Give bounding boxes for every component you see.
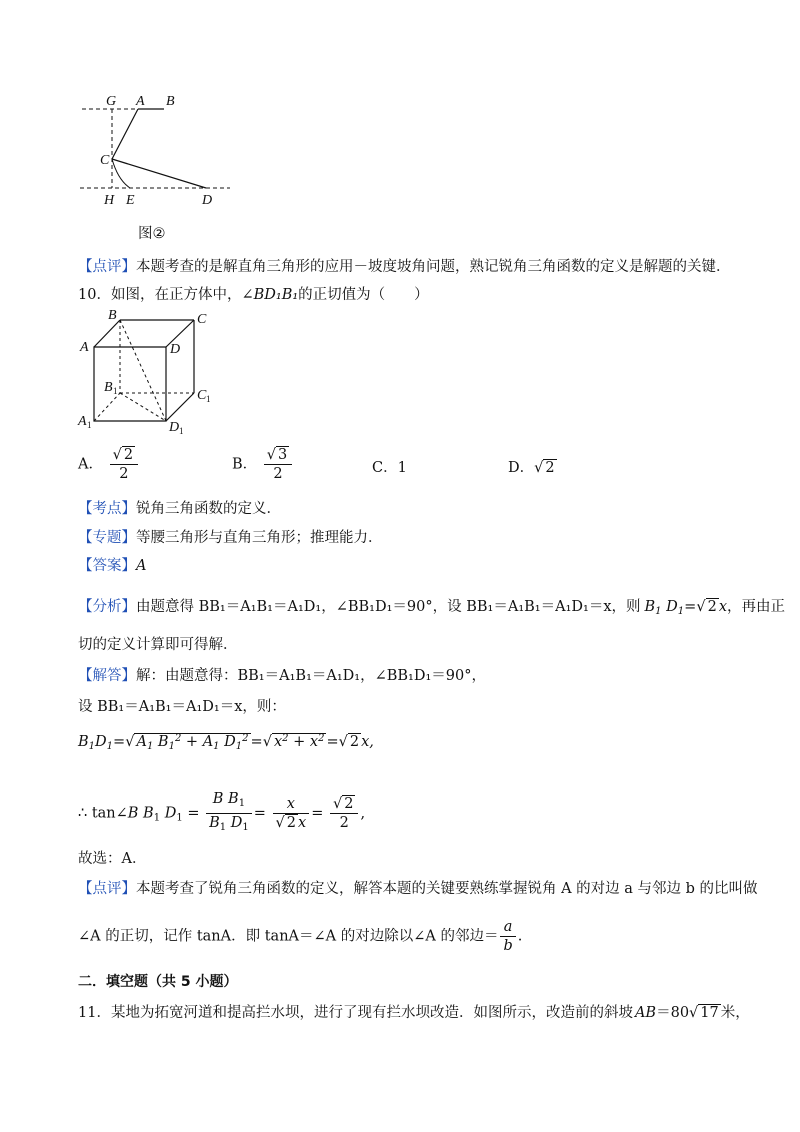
fig2-label-b: B: [166, 94, 175, 109]
comment-1-tag: 【点评】: [78, 259, 136, 275]
question-10: [78, 283, 429, 304]
fig2-label-d: D: [202, 193, 213, 208]
cube-label-c1: C: [197, 388, 207, 403]
jieda-line1-text: 解：由题意得：BB₁＝A₁B₁＝A₁D₁，∠BB₁D₁＝90°，: [136, 668, 487, 684]
cube-label-d1-sub: 1: [179, 426, 184, 435]
cube-label-c1-sub: 1: [206, 394, 211, 404]
option-c-value: 1: [397, 460, 407, 476]
jieda-line-2: 设 BB₁＝A₁B₁＝A₁D₁＝x，则：: [78, 699, 286, 715]
daan-tag: 【答案】: [78, 558, 136, 574]
kaodian-tag: 【考点】: [78, 501, 136, 517]
fenxi-line1-text: 由题意得 BB₁＝A₁B₁＝A₁D₁，∠BB₁D₁＝90°，设 BB₁＝A₁B₁＝A₁D₁＝x，则: [136, 599, 641, 615]
zhuanti: [78, 526, 383, 547]
jieda-equation-1: $B_1D_1=√$ $A_1$ $B_1^2 + A_1$ $D_1^2$ =√ $x^2 + x^2$ =√ 2 x,: [78, 733, 374, 752]
q10-angle: ∠BD₁B₁: [241, 287, 299, 303]
option-c-label: C．: [372, 460, 398, 476]
question-11: 11．某地为拓宽河道和提高拦水坝，进行了现有拦水坝改造．如图所示，改造前的斜坡 AB＝80√ 17 米，: [78, 1005, 750, 1021]
fig2-label-e: E: [126, 193, 135, 208]
cube-label-a1: A: [78, 414, 87, 429]
jieda-tag: 【解答】: [78, 668, 136, 684]
fig2-label-g: G: [106, 94, 117, 109]
daan: [78, 554, 146, 575]
comment-2-line1-text: 本题考查了锐角三角函数的定义，解答本题的关键要熟练掌握锐角 A 的对边 a 与邻边 b 的比叫做: [136, 881, 758, 897]
section-2-title: 二．填空题（共 5 小题）: [78, 974, 238, 990]
cube-label-b1-sub: 1: [113, 386, 118, 396]
q10-text-pre: 如图，在正方体中，: [110, 287, 242, 303]
q10-text-post: 的正切值为（ ）: [298, 287, 429, 303]
fenxi-line1-end: ，再由正: [727, 599, 785, 615]
jieda-line-1: [78, 664, 486, 685]
q11-end: 米，: [720, 1005, 750, 1021]
cube-label-a: A: [80, 340, 89, 355]
option-b[interactable]: B． $\frac{√ 3}{2}$: [232, 446, 294, 483]
fenxi-tag: 【分析】: [78, 599, 136, 615]
option-b-label: B．: [232, 456, 258, 473]
cube-diagram: [70, 305, 230, 435]
daan-text: A: [136, 558, 147, 574]
zhuanti-text: 等腰三角形与直角三角形；推理能力．: [136, 530, 383, 546]
figure-2-caption: 图②: [138, 226, 166, 242]
option-a[interactable]: A． $\frac{√ 2}{2}$: [78, 446, 140, 483]
q11-text: 某地为拓宽河道和提高拦水坝，进行了现有拦水坝改造．如图所示，改造前的斜坡: [110, 1005, 633, 1021]
zhuanti-tag: 【专题】: [78, 530, 136, 546]
option-c[interactable]: [372, 456, 407, 477]
jieda-equation-2: ∴ tan∠B $B_1$ $D_1$ = $\frac{B B_1}{B_1 D_1}$ = $\frac{x}{√ 2 x}$ = $\frac{√ 2}{2}$ ,: [78, 791, 366, 833]
fenxi-line-1: 【分析】由题意得 BB₁＝A₁B₁＝A₁D₁，∠BB₁D₁＝90°，设 BB₁＝A₁B₁＝A₁D₁＝x，则 $B_1$ $D_1=√$ 2 x，再由正: [78, 599, 785, 617]
q11-number: 11．: [78, 1005, 111, 1021]
cube-label-c: C: [197, 312, 207, 327]
comment-2-line-2: ∠A 的正切，记作 tanA．即 tanA＝∠A 的对边除以∠A 的邻边＝ $\frac{a}{b}$ .: [78, 919, 523, 954]
fig2-label-h: H: [104, 193, 115, 208]
q10-number: 10．: [78, 287, 111, 303]
cube-label-d1: D: [169, 420, 180, 435]
cube-label-b1: B: [104, 380, 113, 395]
kaodian: [78, 497, 281, 518]
cube-label-b: B: [108, 308, 117, 323]
figure-2-diagram: [70, 92, 240, 212]
cube-label-a1-sub: 1: [87, 420, 92, 430]
comment-2-line-1: [78, 877, 758, 898]
option-a-label: A．: [78, 456, 103, 473]
option-d-label: D．: [508, 460, 535, 476]
comment-2-tag: 【点评】: [78, 881, 136, 897]
kaodian-text: 锐角三角函数的定义．: [136, 501, 281, 517]
fig2-label-c: C: [100, 153, 110, 168]
comment-1: [78, 255, 731, 276]
fenxi-line-2: 切的定义计算即可得解．: [78, 637, 238, 653]
cube-label-d: D: [170, 342, 181, 357]
comment-2-line2-text: ∠A 的正切，记作 tanA．即 tanA＝∠A 的对边除以∠A 的邻边＝: [78, 928, 499, 945]
comment-1-text: 本题考查的是解直角三角形的应用－坡度坡角问题，熟记锐角三角函数的定义是解题的关键．: [136, 259, 731, 275]
option-d[interactable]: D．√ 2: [508, 460, 555, 476]
fig2-label-a: A: [136, 94, 145, 109]
jieda-select: 故选：A．: [78, 851, 147, 867]
